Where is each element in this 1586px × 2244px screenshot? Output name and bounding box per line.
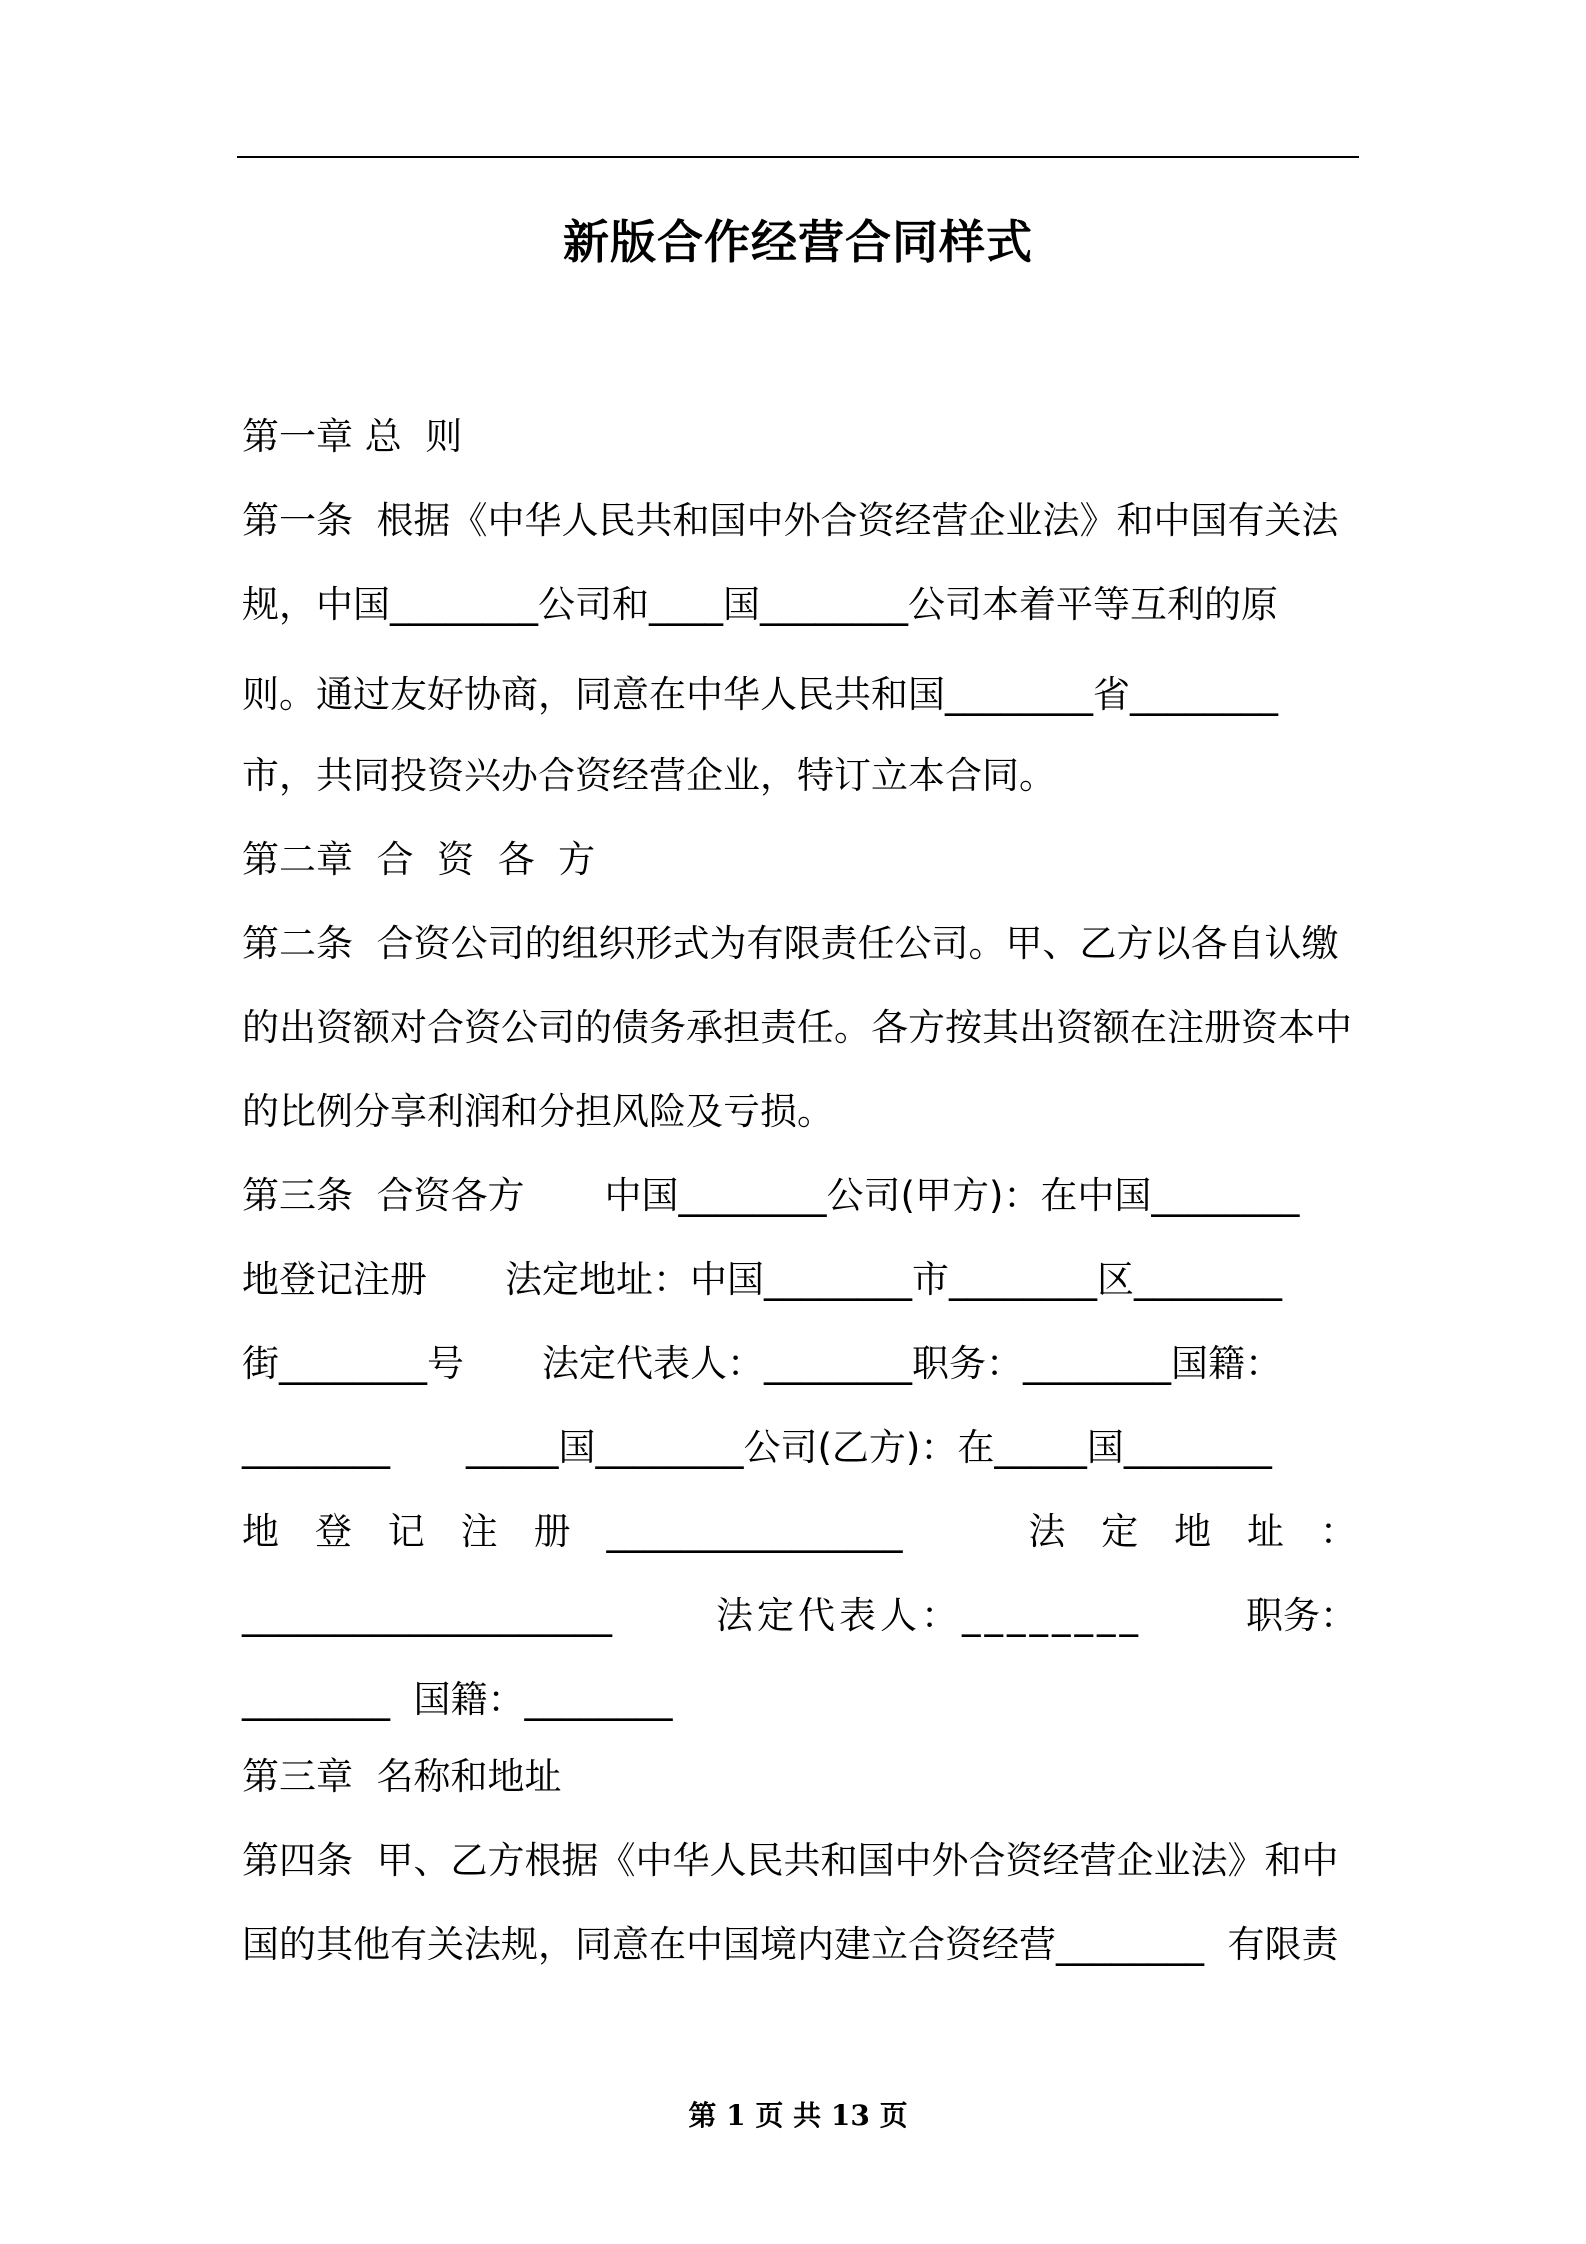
text-line: 地 登 记 注 册 ________________ 法 定 地 址 ：: [242, 1510, 1357, 1553]
text-line: 街________号 法定代表人：________职务：________国籍：: [242, 1342, 1282, 1385]
text-line: 地登记注册 法定地址：中国________市________区________: [242, 1258, 1282, 1301]
text-line: 第三条 合资各方 中国________公司(甲方)：在中国________: [242, 1174, 1300, 1217]
text-line: ____________________ 法定代表人：________ 职务：: [242, 1594, 1357, 1637]
text-line: 规，中国________公司和____国________公司本着平等互利的原: [242, 583, 1278, 626]
page-number: 第 1 页 共 13 页: [688, 2099, 908, 2132]
text-line: 第四条 甲、乙方根据《中华人民共和国中外合资经营企业法》和中: [242, 1839, 1339, 1882]
text-line: 市，共同投资兴办合资经营企业，特订立本合同。: [242, 754, 1056, 797]
text-line: ________ 国籍：________: [242, 1678, 673, 1721]
text-line: 第三章 名称和地址: [242, 1755, 562, 1798]
text-line: 第一条 根据《中华人民共和国中外合资经营企业法》和中国有关法: [242, 499, 1339, 542]
text-line: 国的其他有关法规，同意在中国境内建立合资经营________ 有限责: [242, 1923, 1339, 1966]
text-line: 第一章 总 则: [242, 415, 463, 458]
text-line: ________ _____国________公司(乙方)：在_____国________: [242, 1426, 1272, 1469]
text-line: 则。通过友好协商，同意在中华人民共和国________省________: [242, 673, 1278, 716]
text-line: 第二条 合资公司的组织形式为有限责任公司。甲、乙方以各自认缴: [242, 922, 1339, 965]
text-line: 的出资额对合资公司的债务承担责任。各方按其出资额在注册资本中: [242, 1006, 1352, 1049]
header-rule: [237, 156, 1359, 158]
document-title: 新版合作经营合同样式: [563, 215, 1033, 269]
text-line: 第二章 合 资 各 方: [242, 838, 596, 881]
text-line: 的比例分享利润和分担风险及亏损。: [242, 1090, 834, 1133]
